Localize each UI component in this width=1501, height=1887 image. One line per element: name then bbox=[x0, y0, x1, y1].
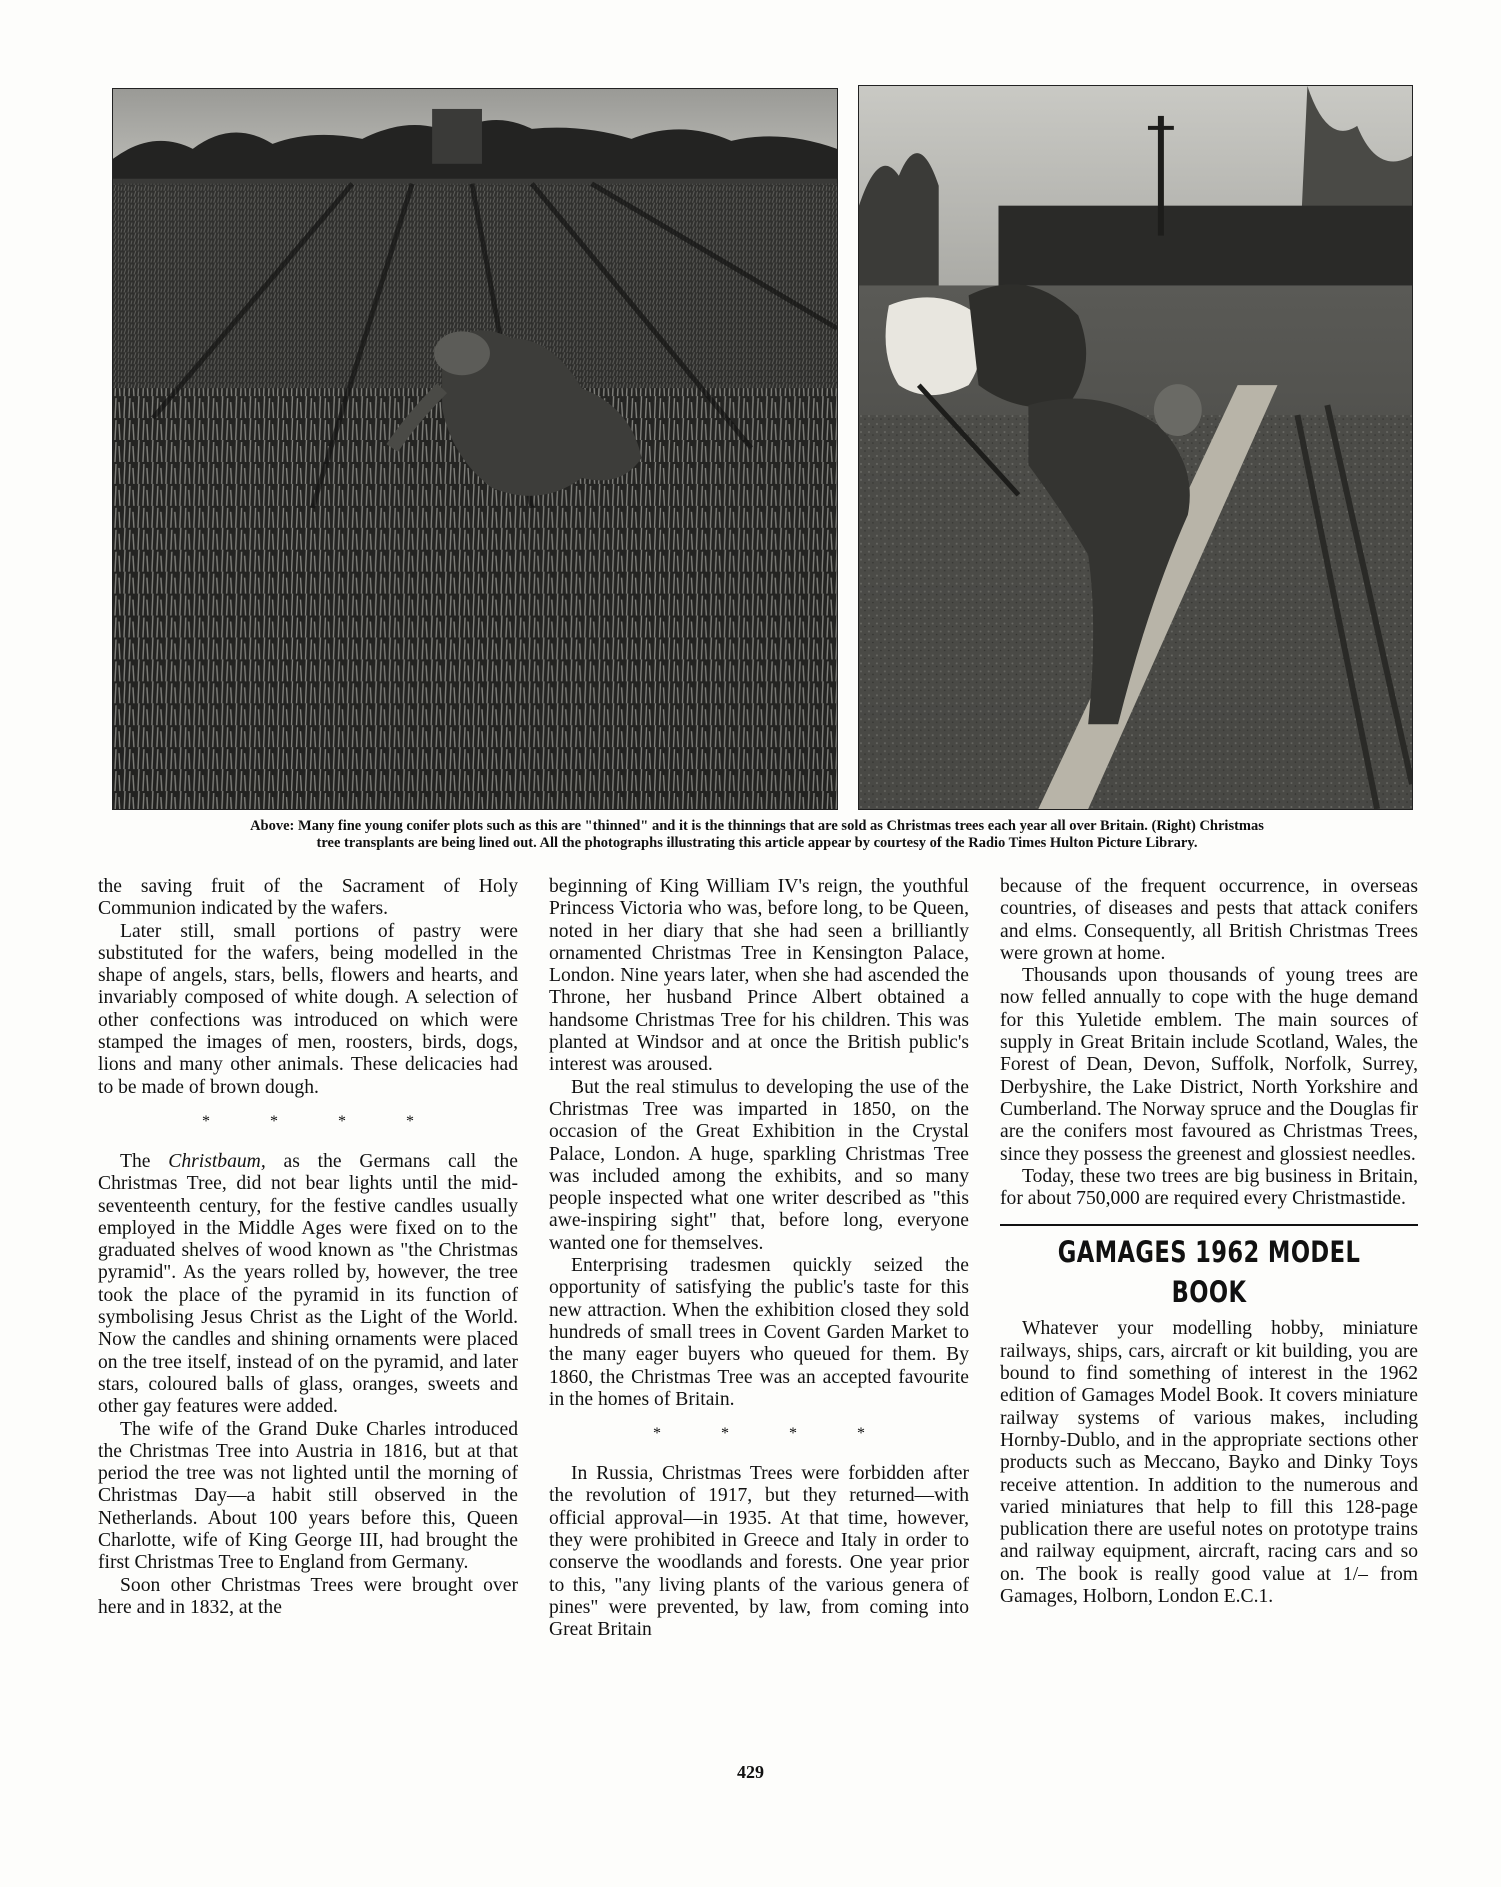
paragraph: Soon other Christmas Trees were brought over here and in 1832, at the bbox=[98, 1574, 518, 1618]
italic-term: Christbaum, bbox=[168, 1150, 266, 1172]
photo-conifer-plots bbox=[112, 88, 838, 810]
section-divider-stars: * * * * bbox=[202, 1112, 442, 1130]
paragraph: The wife of the Grand Duke Charles introduced the Christmas Tree into Austria in 1816, but at that period the tree was not lighted until the morning of Christmas Day—a habit still observed in the Netherlands. About 100 years before this, Queen Charlotte, wife of King George III, had brought the first Christmas Tree to England from Germany. bbox=[98, 1418, 518, 1574]
paragraph: Thousands upon thousands of young trees are now felled annually to cope with the huge demand for this Yuletide emblem. The main sources of supply in Great Britain include Scotland, Wales, the Forest of Dean, Devon, Suffolk, Norfolk, Surrey, Derbyshire, the Lake District, North Yorkshire and Cumberland. The Norway spruce and the Douglas fir are the conifers most favoured as Christmas Trees, since they possess the greenest and glossiest needles. bbox=[1000, 965, 1418, 1165]
text-run: The bbox=[120, 1150, 169, 1172]
text-run: as the Germans call the Christmas Tree, did not bear lights until the mid-seventeenth century, for the festive candles usually employed in the Middle Ages were fixed on to the graduated shelves of wood known as "the Christmas pyramid". As the years rolled by, however, the tree took the place of the pyramid in its function of symbolising Jesus Christ as the Light of the World. Now the candles and shining ornaments were placed on the tree itself, instead of on the pyramid, and later stars, coloured balls of glass, oranges, sweets and other gay features were added. bbox=[98, 1150, 518, 1418]
model-book-heading: GAMAGES 1962 MODEL BOOK bbox=[1057, 1235, 1361, 1310]
photo-transplants-lined-out bbox=[858, 85, 1413, 810]
paragraph: Enterprising tradesmen quickly seized the opportunity of satisfying the public's taste for this new attraction. When the exhibition closed they sold hundreds of small trees in Covent Garden Market to the many eager buyers who queued for them. By 1860, the Christmas Tree was an accepted favourite in the homes of Britain. bbox=[549, 1255, 969, 1410]
paragraph: Later still, small portions of pastry were substituted for the wafers, being modelled in the shape of angels, stars, bells, flowers and hearts, and invariably composed of white dough. A selection of other confections was introduced on which were stamped the images of men, roosters, birds, dogs, lions and many other animals. These delicacies had to be made of brown dough. bbox=[98, 920, 518, 1098]
paragraph bbox=[98, 1151, 518, 1419]
photo-caption bbox=[96, 818, 1418, 852]
photo-transplants-icon bbox=[859, 86, 1412, 809]
section-divider-stars: * * * * bbox=[653, 1425, 893, 1443]
paragraph: Today, these two trees are big business in Britain, for about 750,000 are required every Christmastide. bbox=[1000, 1165, 1418, 1210]
section-rule bbox=[1000, 1224, 1418, 1226]
article-column-3 bbox=[1000, 876, 1418, 1608]
caption-line-2: tree transplants are being lined out. All the photographs illustrating this article appear by courtesy of the Radio Times Hulton Picture Library. bbox=[316, 835, 1198, 851]
paragraph: But the real stimulus to developing the use of the Christmas Tree was imparted in 1850, on the occasion of the Great Exhibition in the Crystal Palace, London. A huge, sparkling Christmas Tree was included among the exhibits, and so many people inspected what one writer described as "this awe-inspiring sight" that, before long, everyone wanted one for themselves. bbox=[549, 1076, 969, 1254]
paragraph: In Russia, Christmas Trees were forbidden after the revolution of 1917, but they returned—with official approval—in 1935. At that time, however, they were prohibited in Greece and Italy in order to conserve the woodlands and forests. One year prior to this, "any living plants of the various genera of pines" were prevented, by law, from coming into Great Britain bbox=[549, 1463, 969, 1641]
paragraph: beginning of King William IV's reign, the youthful Princess Victoria who was, before long, to be Queen, noted in her diary that she had seen a brilliantly ornamented Christmas Tree in Kensington Palace, London. Nine years later, when she had ascended the Throne, her husband Prince Albert obtained a handsome Christmas Tree for his children. This was planted at Windsor and at once the British public's interest was aroused. bbox=[549, 876, 969, 1076]
paragraph: Whatever your modelling hobby, miniature railways, ships, cars, aircraft or kit building, you are bound to find something of interest in the 1962 edition of Gamages Model Book. It covers miniature railway systems of various makes, including Hornby-Dublo, and in the appropriate sections other products such as Meccano, Bayko and Dinky Toys receive attention. In addition to the numerous and varied miniatures that help to fill this 128-page publication there are useful notes on prototype trains and railway equipment, aircraft, racing cars and so on. The book is really good value at 1/– from Gamages, Holborn, London E.C.1. bbox=[1000, 1318, 1418, 1608]
paragraph: the saving fruit of the Sacrament of Holy Communion indicated by the wafers. bbox=[98, 876, 518, 920]
caption-line-1: Above: Many fine young conifer plots such as this are "thinned" and it is the thinnings that are sold as Christmas trees each year all over Britain. (Right) Christmas bbox=[250, 818, 1264, 834]
article-column-1 bbox=[98, 876, 518, 1619]
article-column-2 bbox=[549, 876, 969, 1642]
page-number: 429 bbox=[737, 1762, 764, 1782]
photo-conifer-plots-icon bbox=[113, 89, 837, 809]
paragraph: because of the frequent occurrence, in overseas countries, of diseases and pests that attack conifers and elms. Consequently, all British Christmas Trees were grown at home. bbox=[1000, 876, 1418, 964]
